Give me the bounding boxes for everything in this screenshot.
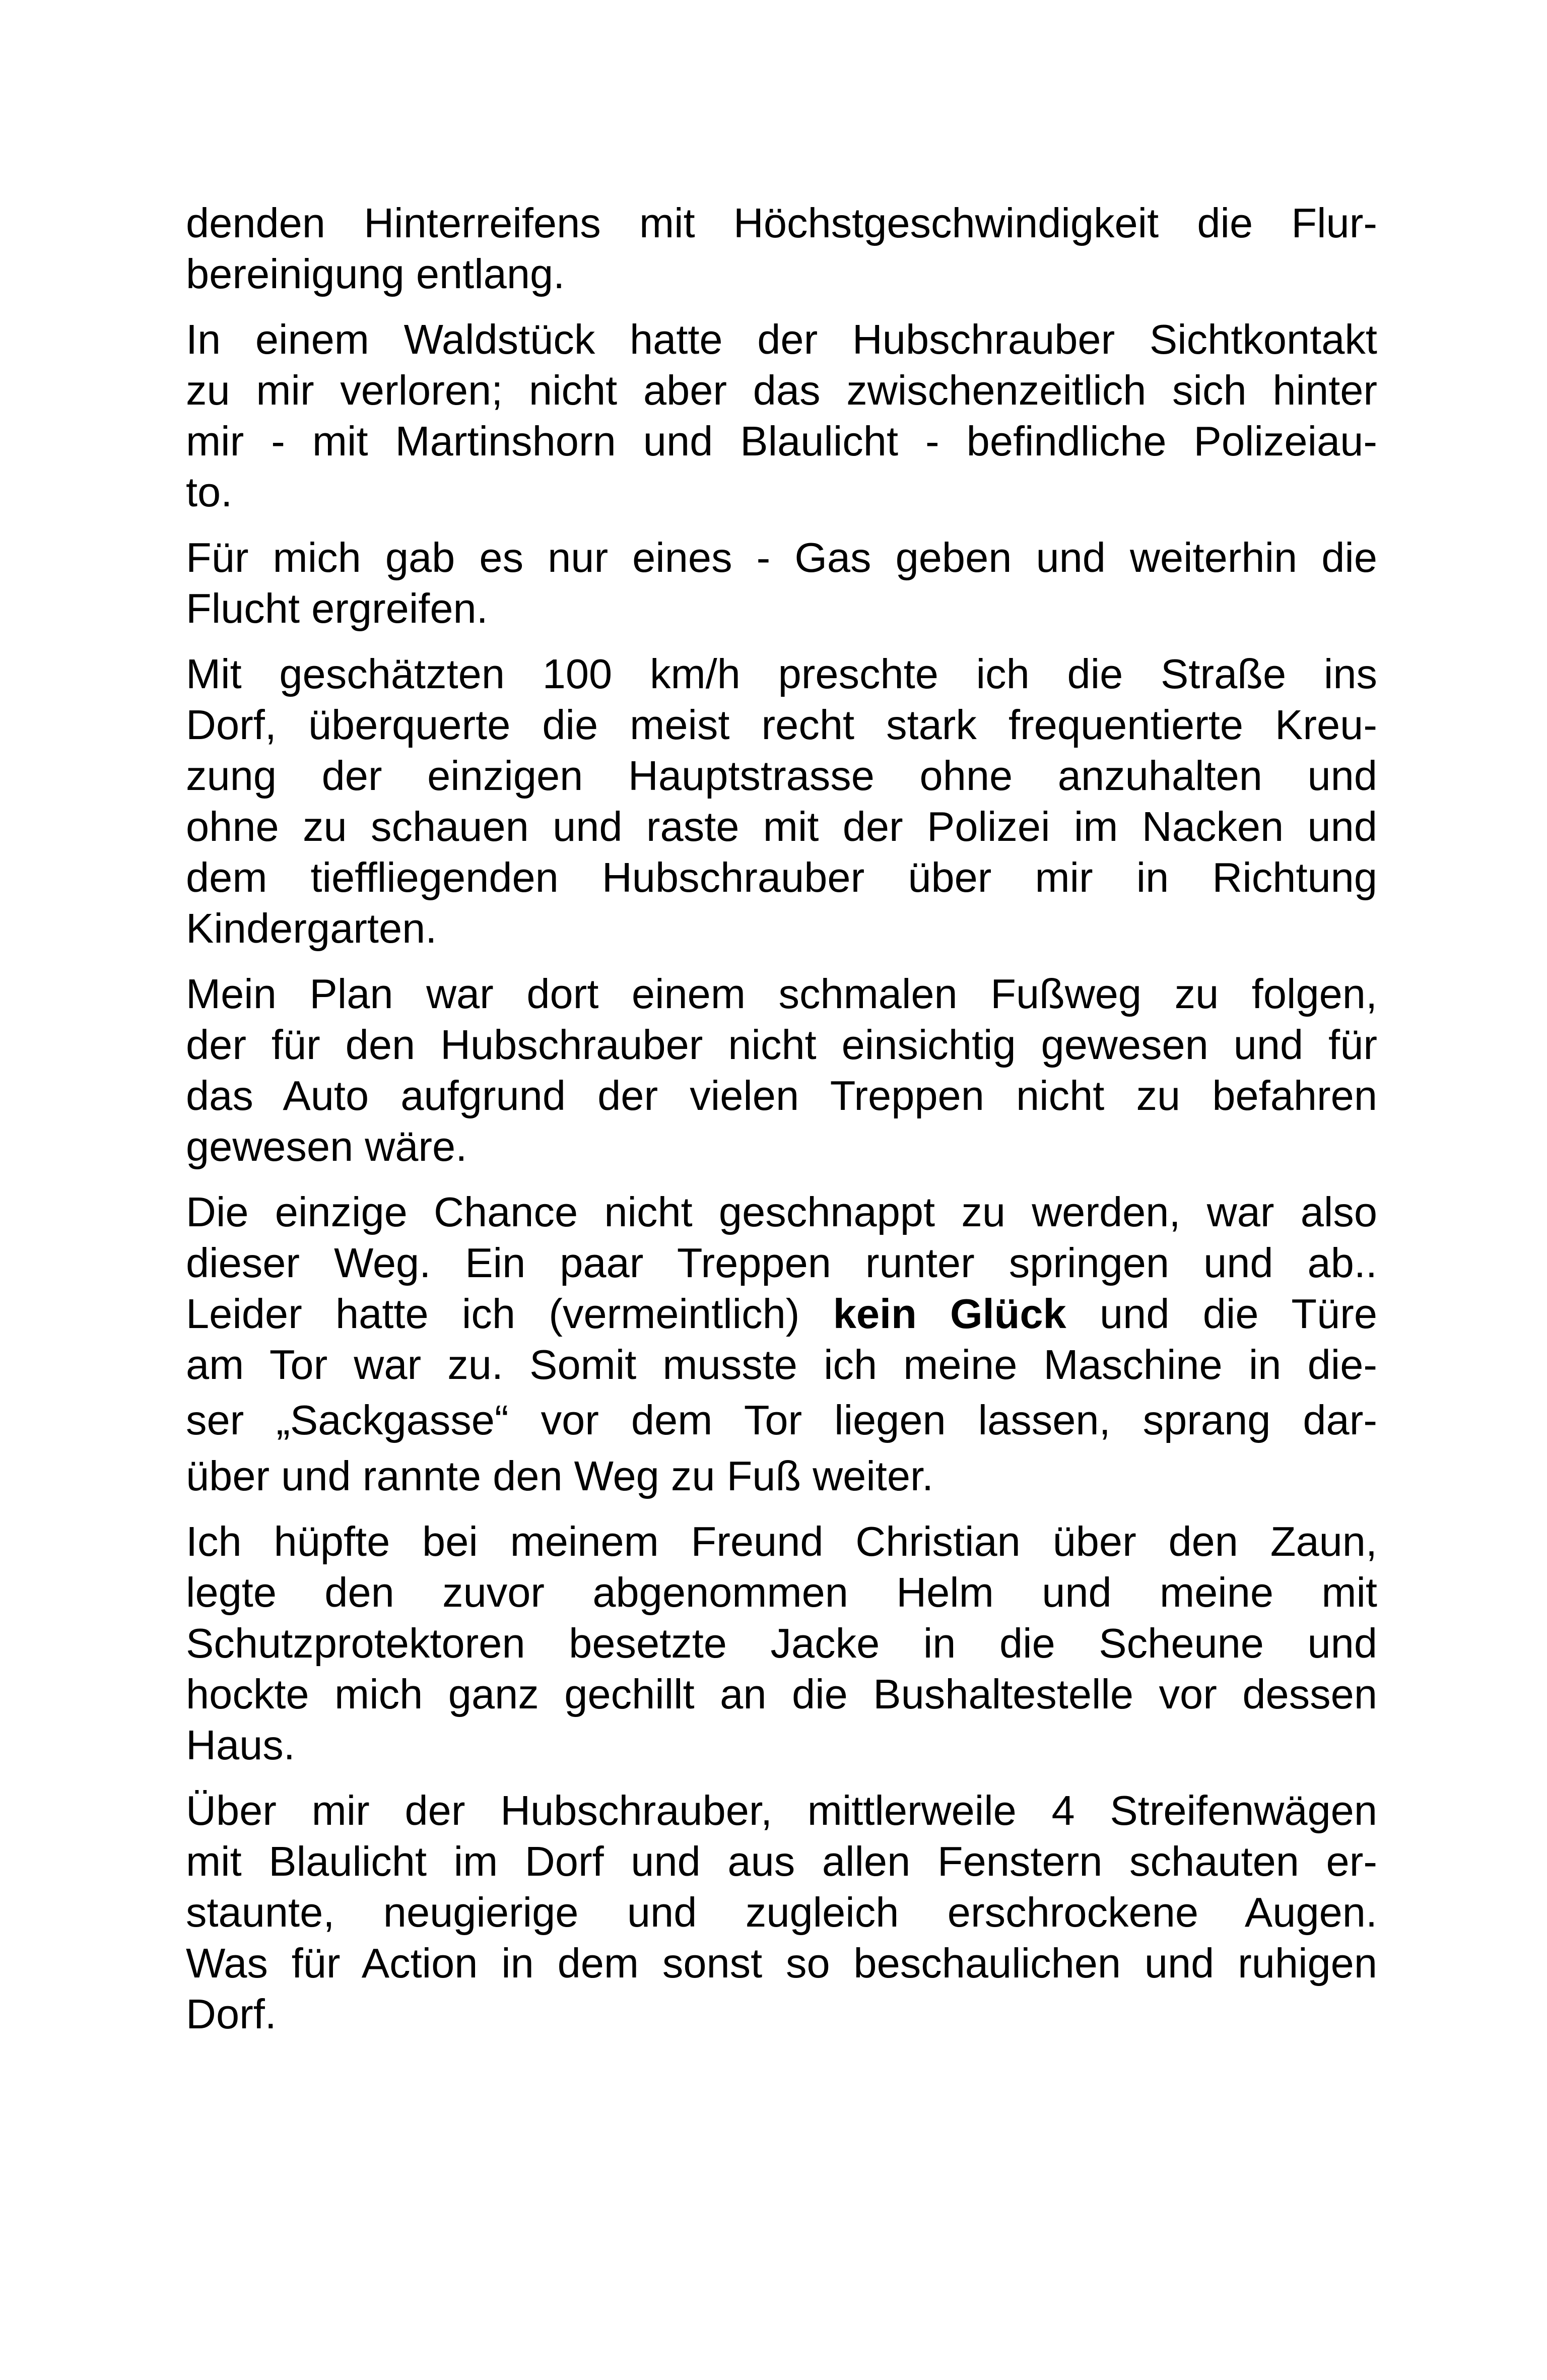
text-line: legte den zuvor abgenommen Helm und meine mit — [186, 1569, 1377, 1616]
text-line: zu mir verloren; nicht aber das zwischenzeitlich sich hinter — [186, 367, 1377, 414]
text-line: gewesen wäre. — [186, 1123, 467, 1170]
text-line: to. — [186, 469, 233, 515]
text-line: Für mich gab es nur eines - Gas geben und weiterhin die — [186, 534, 1377, 581]
text-line: bereinigung entlang. — [186, 250, 565, 297]
body-text — [186, 197, 1377, 2039]
text-line: Mit geschätzten 100 km/h preschte ich die Straße ins — [186, 650, 1377, 697]
text-line: dem tieffliegenden Hubschrauber über mir in Richtung — [186, 854, 1377, 901]
text-line: staunte, neugierige und zugleich erschrockene Augen. — [186, 1889, 1377, 1936]
paragraph-4 — [186, 648, 1377, 954]
paragraph-1 — [186, 197, 1377, 299]
paragraph-2 — [186, 314, 1377, 517]
text-line: dieser Weg. Ein paar Treppen runter springen und ab.. — [186, 1239, 1377, 1286]
text-line: der für den Hubschrauber nicht einsichtig gewesen und für — [186, 1021, 1377, 1068]
text-line: ohne zu schauen und raste mit der Polizei im Nacken und — [186, 803, 1377, 850]
text-line: Über mir der Hubschrauber, mittlerweile 4 Streifenwägen — [186, 1787, 1377, 1834]
paragraph-7 — [186, 1516, 1377, 1770]
text-line: ser „Sackgasse“ vor dem Tor liegen lassen, sprang dar- — [186, 1397, 1377, 1443]
text-line: In einem Waldstück hatte der Hubschrauber Sichtkontakt — [186, 316, 1377, 363]
text-line: denden Hinterreifens mit Höchstgeschwindigkeit die Flur- — [186, 200, 1377, 246]
text-line: Die einzige Chance nicht geschnappt zu werden, war also — [186, 1188, 1377, 1235]
paragraph-5 — [186, 968, 1377, 1172]
paragraph-8 — [186, 1785, 1377, 2039]
text-line: Schutzprotektoren besetzte Jacke in die Scheune und — [186, 1620, 1377, 1667]
text-line: das Auto aufgrund der vielen Treppen nicht zu befahren — [186, 1072, 1377, 1119]
text-line — [186, 1288, 1377, 1339]
bold-emphasis: kein Glück — [833, 1290, 1066, 1337]
text-line: hockte mich ganz gechillt an die Bushaltestelle vor dessen — [186, 1671, 1377, 1717]
text-line: Dorf. — [186, 1991, 277, 2037]
paragraph-6 — [186, 1186, 1377, 1501]
text-line: mir - mit Martinshorn und Blaulicht - befindliche Polizeiau- — [186, 418, 1377, 465]
text-line: Mein Plan war dort einem schmalen Fußweg zu folgen, — [186, 970, 1377, 1017]
text-line: Haus. — [186, 1722, 295, 1768]
text-line: über und rannte den Weg zu Fuß weiter. — [186, 1452, 934, 1499]
text-line: Flucht ergreifen. — [186, 585, 488, 632]
paragraph-3 — [186, 532, 1377, 634]
text-line: Dorf, überquerte die meist recht stark frequentierte Kreu- — [186, 701, 1377, 748]
text-run: Leider hatte ich (vermeintlich) — [186, 1290, 833, 1337]
text-line: zung der einzigen Hauptstrasse ohne anzuhalten und — [186, 752, 1377, 799]
text-run: und die Türe — [1066, 1290, 1377, 1337]
text-line: Was für Action in dem sonst so beschaulichen und ruhigen — [186, 1940, 1377, 1987]
text-line: Ich hüpfte bei meinem Freund Christian über den Zaun, — [186, 1518, 1377, 1565]
text-line: Kindergarten. — [186, 905, 437, 952]
text-line: am Tor war zu. Somit musste ich meine Maschine in die- — [186, 1341, 1377, 1388]
text-line: mit Blaulicht im Dorf und aus allen Fenstern schauten er- — [186, 1838, 1377, 1885]
